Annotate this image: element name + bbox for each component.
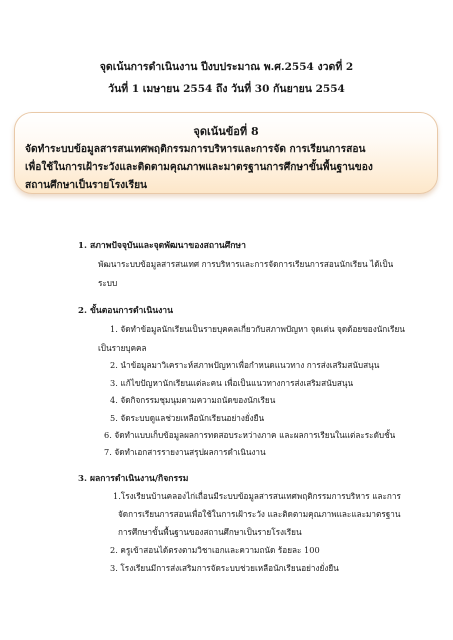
header-line-2: วันที่ 1 เมษายน 2554 ถึง วันที่ 30 กันยายน 2554 xyxy=(108,83,345,95)
section-2-line-5: 4. จัดกิจกรรมชุมนุมตามความถนัดของนักเรียน xyxy=(110,395,276,405)
header-line-1: จุดเน้นการดำเนินงาน ปีงบประมาณ พ.ศ.2554 งวดที่ 2 xyxy=(99,61,354,73)
section-3-line-5: 3. โรงเรียนมีการส่งเสริมการจัดระบบช่วยเหลือนักเรียนอย่างยั่งยืน xyxy=(110,563,339,573)
section-2-line-3: 2. นำข้อมูลมาวิเคราะห์สภาพปัญหาเพื่อกำหนดแนวทาง การส่งเสริมสนับสนุน xyxy=(110,360,380,370)
section-1-line-1: พัฒนาระบบข้อมูลสารสนเทศ การบริหารและการจัดการเรียนการสอนนักเรียน ได้เป็น xyxy=(98,259,394,269)
section-3-line-4: 2. ครูเข้าสอนได้ตรงตามวิชาเอกและความถนัด ร้อยละ 100 xyxy=(110,545,320,555)
focus-banner xyxy=(14,112,438,194)
section-3-line-3: การศึกษาขั้นพื้นฐานของสถานศึกษาเป็นรายโรงเรียน xyxy=(118,527,302,537)
section-2-line-2: เป็นรายบุคคล xyxy=(98,343,147,353)
banner-body xyxy=(25,140,435,194)
section-3-line-2: จัดการเรียนการสอนเพื่อใช้ในการเฝ้าระวัง และติดตามคุณภาพและและมาตรฐาน xyxy=(118,509,401,519)
banner-title: จุดเน้นข้อที่ 8 xyxy=(193,125,259,138)
section-2-heading: 2. ขั้นตอนการดำเนินงาน xyxy=(78,306,173,316)
banner-line-2: เพื่อใช้ในการเฝ้าระวังและติดตามคุณภาพและมาตรฐานการศึกษาขั้นพื้นฐานของ xyxy=(25,161,373,173)
banner-line-1: จัดทำระบบข้อมูลสารสนเทศพฤติกรรมการบริหารและการจัด การเรียนการสอน xyxy=(25,143,366,155)
document-header xyxy=(0,56,453,100)
section-2-line-4: 3. แก้ไขปัญหานักเรียนแต่ละคน เพื่อเป็นแนวทางการส่งเสริมสนับสนุน xyxy=(110,378,354,388)
banner-line-3: สถานศึกษาเป็นรายโรงเรียน xyxy=(25,179,148,191)
section-3-heading: 3. ผลการดำเนินงาน/กิจกรรม xyxy=(78,474,189,484)
section-3-line-1: 1.โรงเรียนบ้านคลองไก่เถื่อนมีระบบข้อมูลสารสนเทศพฤติกรรมการบริหาร และการ xyxy=(113,491,401,501)
section-1-line-2: ระบบ xyxy=(98,278,118,288)
section-2-line-7: 6. จัดทำแบบเก็บข้อมูลผลการทดสอบระหว่างภาค และผลการเรียนในแต่ละระดับชั้น xyxy=(104,430,396,440)
section-1-heading: 1. สภาพปัจจุบันและจุดพัฒนาของสถานศึกษา xyxy=(78,241,246,251)
section-2-line-8: 7. จัดทำเอกสารรายงานสรุปผลการดำเนินงาน xyxy=(104,447,266,457)
section-2-line-6: 5. จัดระบบดูแลช่วยเหลือนักเรียนอย่างยั่งยืน xyxy=(110,413,265,423)
section-2-line-1: 1. จัดทำข้อมูลนักเรียนเป็นรายบุคคลเกี่ยวกับสภาพปัญหา จุดเด่น จุดด้อยของนักเรียน xyxy=(110,324,405,334)
